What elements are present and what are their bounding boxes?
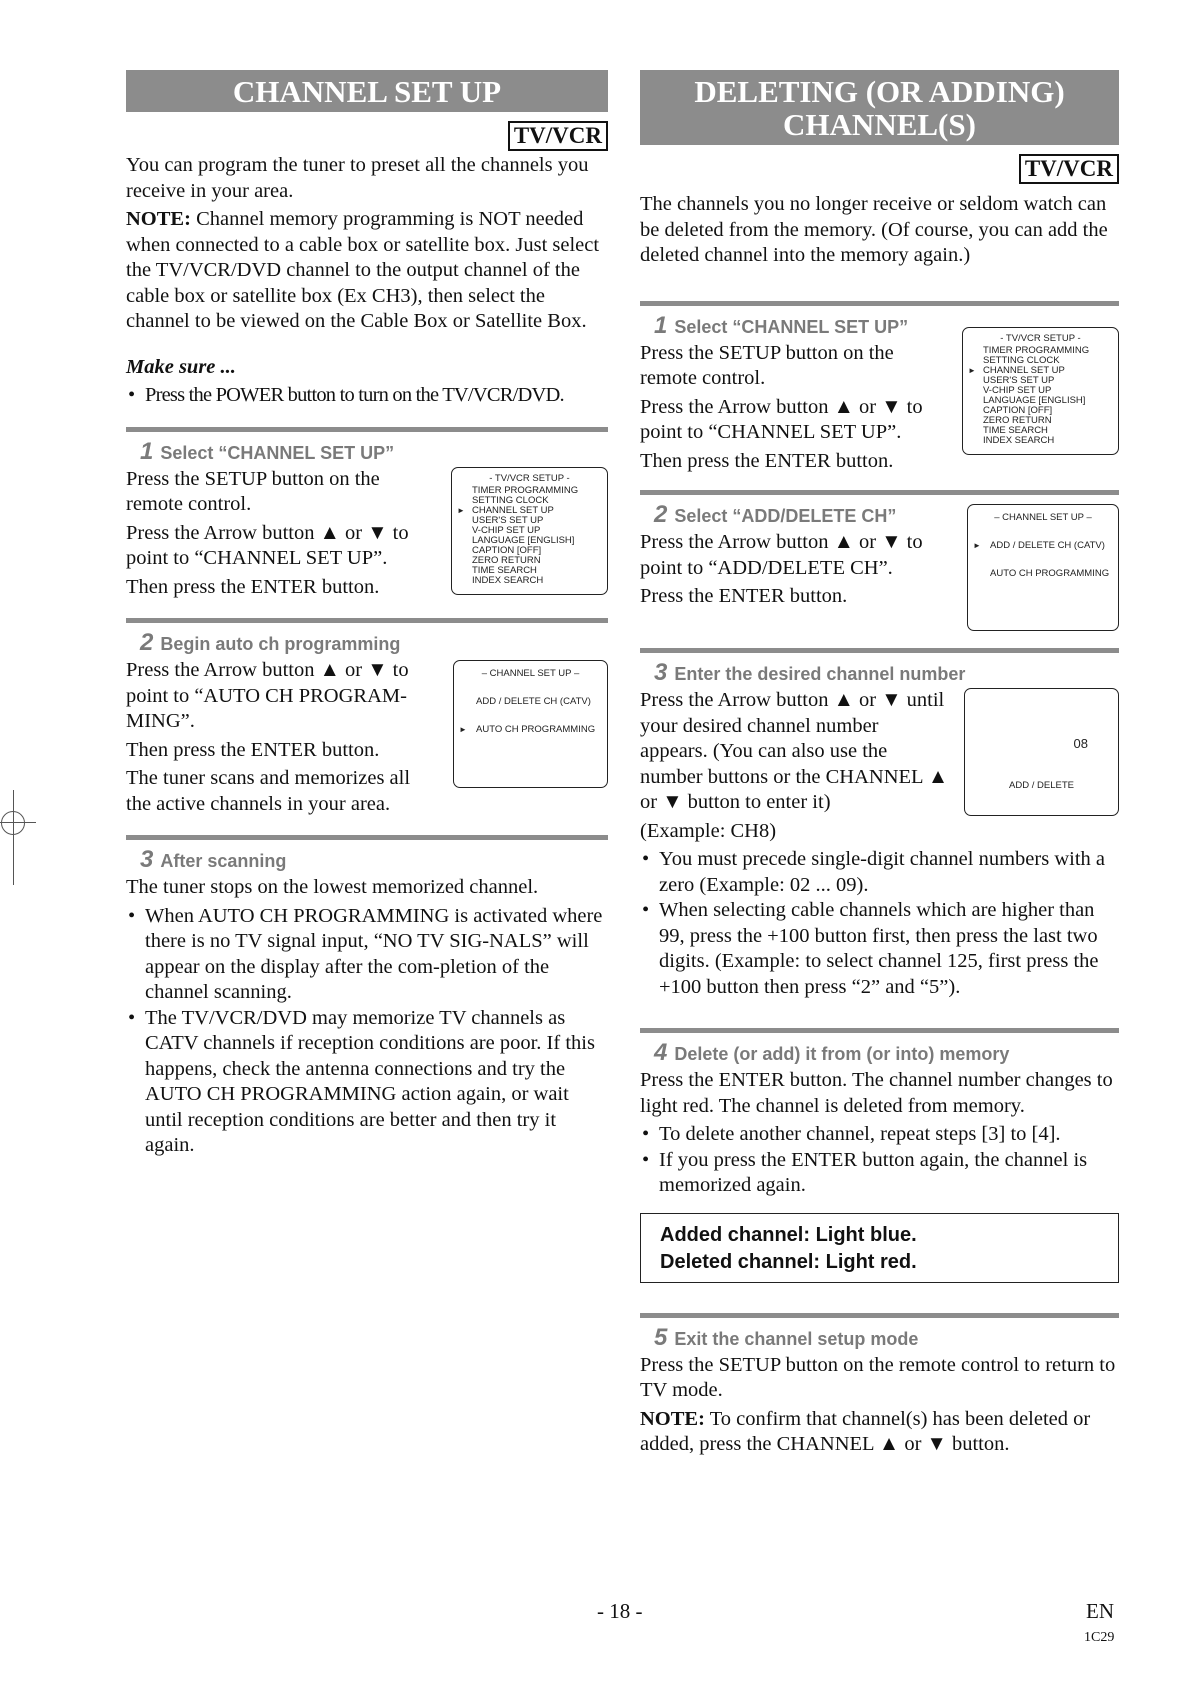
step-heading: 3 Enter the desired channel number: [654, 659, 966, 686]
step-separator: [640, 1028, 1119, 1033]
menu-item: TIMER PROGRAMMING: [472, 484, 579, 496]
right-column: [640, 70, 1119, 1461]
step-text: Press the Arrow button ▲ or ▼ to point to “CHANNEL SET UP”.: [126, 521, 409, 569]
menu-item-selected: ► ADD / DELETE CH (CATV): [968, 541, 1118, 551]
bullet-item: • To delete another channel, repeat steps [3] to [4].: [640, 1122, 1119, 1148]
menu-item-selected: ► AUTO CH PROGRAMMING: [454, 725, 607, 735]
step-text: Press the ENTER button. The channel number changes to light red. The channel is deleted from memory.: [640, 1069, 1113, 1117]
section-title: CHANNEL SET UP: [126, 70, 608, 112]
step-text: The tuner scans and memorizes all the active channels in your area.: [126, 767, 411, 815]
menu-item: TIME SEARCH: [983, 424, 1048, 436]
menu-item: ZERO RETURN: [983, 414, 1052, 426]
make-sure-heading: Make sure ...: [126, 355, 236, 378]
menu-item: LANGUAGE [ENGLISH]: [472, 534, 575, 546]
channel-number: 08: [1073, 736, 1088, 751]
step-text: Then press the ENTER button.: [126, 575, 380, 598]
left-column: [126, 70, 608, 1159]
menu-item: INDEX SEARCH: [472, 574, 544, 586]
registration-mark-icon: [0, 790, 36, 885]
menu-title: – CHANNEL SET UP –: [994, 512, 1092, 523]
channel-setup-menu-screen: [967, 504, 1119, 631]
page-number: - 18 -: [597, 1599, 643, 1623]
menu-item: ADD / DELETE CH (CATV): [476, 696, 591, 707]
menu-item: AUTO CH PROGRAMMING: [990, 568, 1110, 579]
step-text: The tuner stops on the lowest memorized channel.: [126, 876, 539, 898]
screen-label: ADD / DELETE: [1009, 780, 1074, 791]
step-separator: [126, 835, 608, 840]
menu-item: LANGUAGE [ENGLISH]: [983, 394, 1086, 406]
menu-item: CAPTION [OFF]: [983, 404, 1053, 416]
menu-item: SETTING CLOCK: [983, 354, 1060, 366]
step-text: Press the Arrow button ▲ or ▼ to point to “ADD/DELETE CH”.: [640, 531, 923, 579]
step-separator: [126, 618, 608, 623]
step-separator: [640, 490, 1119, 495]
bullet-item: • When selecting cable channels which are higher than 99, press the +100 button first, then press the last two digits. (Example: to select channel 125, first press the +100 button then press “2” and “5”).: [640, 898, 1119, 1000]
menu-item: USER'S SET UP: [983, 374, 1055, 386]
step-text: Press the Arrow button ▲ or ▼ to point to “CHANNEL SET UP”.: [640, 395, 923, 443]
tv-setup-menu-screen: [451, 467, 608, 595]
menu-item-selected: ► CHANNEL SET UP: [963, 366, 1118, 376]
intro-text: The channels you no longer receive or seldom watch can be deleted from the memory. (Of course, you can add the deleted channel into the memory again.): [640, 193, 1108, 266]
step-separator: [126, 427, 608, 432]
menu-item: SETTING CLOCK: [472, 494, 549, 506]
step-separator: [640, 301, 1119, 306]
menu-item: TIMER PROGRAMMING: [983, 344, 1090, 356]
tv-vcr-badge: TV/VCR: [1019, 154, 1119, 184]
step-1-block: [640, 332, 1119, 475]
step-2-block: [126, 658, 608, 817]
step-text: Press the Arrow button ▲ or ▼ until your desired channel number appears. (You can also use the number buttons or the CHANNEL ▲ or ▼ button to enter it): [640, 689, 949, 813]
note-label: NOTE:: [126, 208, 191, 230]
step-3-block: [640, 688, 1119, 844]
menu-item: V-CHIP SET UP: [472, 524, 541, 536]
color-legend-box: [640, 1213, 1119, 1283]
channel-number-screen: [964, 688, 1119, 816]
step-heading: 5 Exit the channel setup mode: [654, 1323, 919, 1351]
menu-title: - TV/VCR SETUP -: [489, 472, 570, 484]
tv-setup-menu-screen: [962, 327, 1119, 455]
step-text: (Example: CH8): [640, 819, 777, 842]
note-label: NOTE:: [640, 1407, 705, 1430]
intro-text: You can program the tuner to preset all the channels you receive in your area.: [126, 154, 589, 202]
step-heading: 2 Select “ADD/DELETE CH”: [654, 501, 897, 528]
menu-item: ZERO RETURN: [472, 554, 541, 566]
menu-title: – CHANNEL SET UP –: [481, 668, 580, 679]
step-text: Press the Arrow button ▲ or ▼ to point to “AUTO CH PROGRAM-MING”.: [126, 659, 409, 732]
menu-item: CAPTION [OFF]: [472, 544, 542, 556]
note-text: To confirm that channel(s) has been deleted or added, press the CHANNEL ▲ or ▼ button.: [640, 1407, 1091, 1455]
section-title: DELETING (OR ADDING) CHANNEL(S): [640, 70, 1119, 145]
bullet-item: • You must precede single-digit channel numbers with a zero (Example: 02 ... 09).: [640, 847, 1119, 898]
step-1-block: [126, 467, 608, 601]
step-heading: 2 Begin auto ch programming: [140, 629, 401, 656]
step-heading: 1 Select “CHANNEL SET UP”: [140, 437, 395, 465]
added-channel-note: Added channel: Light blue.: [660, 1223, 917, 1246]
bullet-item: • When AUTO CH PROGRAMMING is activated where there is no TV signal input, “NO TV SIG-NALS” will appear on the display after the com-pletion of the channel scanning.: [126, 904, 608, 1006]
step-heading: 4 Delete (or add) it from (or into) memory: [654, 1039, 1010, 1066]
menu-item: USER'S SET UP: [472, 514, 544, 526]
menu-item: V-CHIP SET UP: [983, 384, 1052, 396]
step-text: Then press the ENTER button.: [640, 449, 894, 472]
note-paragraph: [640, 1407, 1119, 1458]
bullet-item: • If you press the ENTER button again, the channel is memorized again.: [640, 1148, 1119, 1199]
step-separator: [640, 648, 1119, 653]
step-heading: 3 After scanning: [140, 846, 287, 873]
step-text: Then press the ENTER button.: [126, 738, 380, 761]
menu-title: - TV/VCR SETUP -: [1000, 332, 1081, 344]
model-code: 1C29: [1084, 1630, 1115, 1645]
step-text: Press the SETUP button on the remote control.: [640, 341, 894, 389]
menu-item: TIME SEARCH: [472, 564, 537, 576]
make-sure-item: • Press the POWER button to turn on the TV/VCR/DVD.: [126, 383, 608, 409]
menu-item-selected: ► CHANNEL SET UP: [452, 506, 607, 516]
step-text: Press the SETUP button on the remote control to return to TV mode.: [640, 1353, 1116, 1401]
bullet-item: • The TV/VCR/DVD may memorize TV channels as CATV channels if reception conditions are poor. If this happens, check the antenna connections and try the AUTO CH PROGRAMMING action again, or wait until reception conditions are better and then try it again.: [126, 1006, 608, 1159]
note-paragraph: [126, 207, 608, 335]
language-code: EN: [1086, 1599, 1114, 1623]
step-text: Press the SETUP button on the remote control.: [126, 467, 380, 515]
step-heading: 1 Select “CHANNEL SET UP”: [654, 311, 909, 339]
deleted-channel-note: Deleted channel: Light red.: [660, 1250, 917, 1273]
tv-vcr-badge: TV/VCR: [508, 121, 608, 151]
note-text: Channel memory programming is NOT needed when connected to a cable box or satellite box. Just select the TV/VCR/DVD channel to the output channel of the cable box or satellite box (Ex CH3), then select the channel to be viewed on the Cable Box or Satellite Box.: [126, 208, 600, 332]
menu-item: INDEX SEARCH: [983, 434, 1055, 446]
step-separator: [640, 1313, 1119, 1318]
step-text: Press the ENTER button.: [640, 585, 848, 607]
channel-setup-menu-screen: [453, 660, 608, 788]
